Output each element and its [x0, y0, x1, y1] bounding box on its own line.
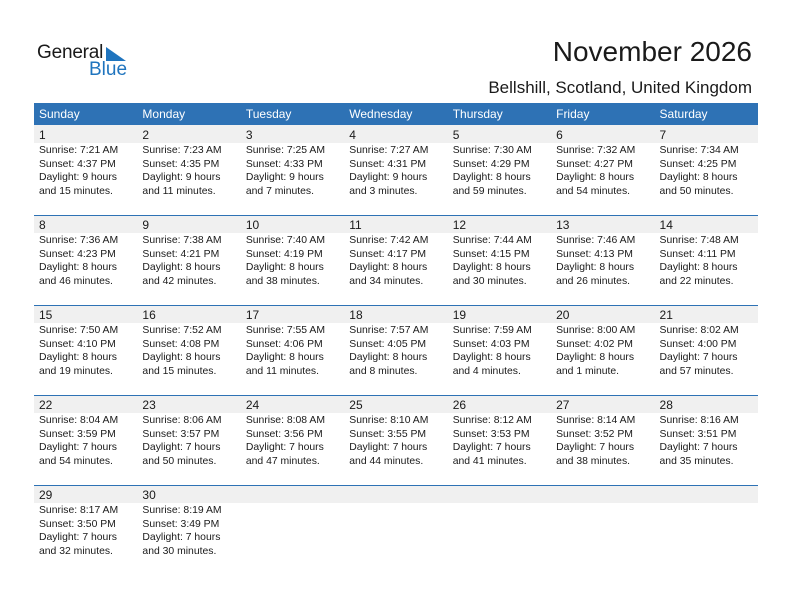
- day-cell: [344, 305, 447, 378]
- sunset-time: Sunset: 3:50 PM: [39, 518, 116, 530]
- day-number: 10: [245, 218, 260, 232]
- sunset-time: Sunset: 4:37 PM: [39, 158, 116, 170]
- day-cell: [344, 485, 447, 558]
- daylight-hours: Daylight: 7 hours: [556, 442, 635, 453]
- day-number: 4: [349, 128, 356, 142]
- daylight-minutes: and 35 minutes.: [659, 455, 734, 467]
- daylight-minutes: and 19 minutes.: [39, 365, 113, 377]
- day-cell: [137, 395, 240, 468]
- day-number: 13: [556, 218, 570, 232]
- day-cell: [448, 305, 551, 378]
- day-cell: [448, 125, 551, 198]
- daylight-minutes: and 8 minutes.: [349, 365, 418, 377]
- daylight-minutes: and 30 minutes.: [142, 545, 217, 557]
- day-number: [246, 485, 344, 504]
- weekday-friday: Friday: [556, 107, 590, 121]
- sunset-time: Sunset: 4:21 PM: [142, 248, 220, 260]
- day-number: 25: [349, 398, 363, 412]
- daylight-minutes: and 22 minutes.: [659, 275, 734, 287]
- logo-text-general: General: [37, 42, 104, 63]
- week-row: [34, 125, 758, 215]
- day-number: [556, 485, 654, 504]
- logo-text-blue: Blue: [89, 59, 128, 80]
- sunrise-time: Sunrise: 7:40 AM: [245, 235, 325, 246]
- week-days: [34, 395, 758, 468]
- daylight-minutes: and 26 minutes.: [556, 275, 631, 287]
- day-cell: [241, 305, 344, 378]
- day-cell: [34, 215, 137, 288]
- sunrise-time: Sunrise: 7:42 AM: [349, 235, 429, 246]
- sunrise-time: Sunrise: 8:19 AM: [142, 505, 222, 516]
- daylight-minutes: and 54 minutes.: [39, 455, 113, 467]
- sunrise-time: Sunrise: 8:17 AM: [39, 505, 119, 516]
- daylight-hours: Daylight: 9 hours: [245, 172, 324, 183]
- sunrise-time: Sunrise: 8:12 AM: [452, 415, 532, 426]
- daylight-hours: Daylight: 8 hours: [659, 172, 738, 183]
- day-number: 28: [659, 398, 673, 412]
- sunrise-time: Sunrise: 8:02 AM: [659, 325, 739, 336]
- daylight-hours: Daylight: 7 hours: [245, 442, 324, 453]
- day-cell: [551, 395, 654, 468]
- day-number: 21: [659, 308, 673, 322]
- week-days: [34, 215, 758, 288]
- day-cell: [448, 215, 551, 288]
- day-cell: [551, 125, 654, 198]
- day-number: 8: [39, 218, 46, 232]
- daylight-minutes: and 59 minutes.: [452, 185, 527, 197]
- weekday-monday: Monday: [142, 107, 186, 121]
- sunrise-time: Sunrise: 7:27 AM: [349, 145, 429, 156]
- daylight-hours: Daylight: 8 hours: [556, 352, 635, 363]
- daylight-hours: Daylight: 8 hours: [452, 262, 531, 273]
- weekday-header: [34, 103, 758, 125]
- sunset-time: Sunset: 4:00 PM: [659, 338, 737, 350]
- daylight-minutes: and 4 minutes.: [452, 365, 521, 377]
- day-cell: [34, 485, 137, 558]
- daylight-hours: Daylight: 8 hours: [39, 262, 117, 273]
- day-cell: [137, 485, 240, 558]
- sunset-time: Sunset: 3:52 PM: [556, 428, 633, 440]
- sunrise-time: Sunrise: 8:16 AM: [659, 415, 739, 426]
- daylight-hours: Daylight: 8 hours: [142, 352, 221, 363]
- week-days: [34, 305, 758, 378]
- day-number: 9: [142, 218, 150, 232]
- day-cell: [241, 125, 344, 198]
- daylight-hours: Daylight: 8 hours: [142, 262, 221, 273]
- sunset-time: Sunset: 4:08 PM: [142, 338, 220, 350]
- sunset-time: Sunset: 4:23 PM: [39, 248, 116, 260]
- sunrise-time: Sunrise: 7:50 AM: [39, 325, 119, 336]
- daylight-minutes: and 32 minutes.: [39, 545, 113, 557]
- sunrise-time: Sunrise: 8:04 AM: [39, 415, 119, 426]
- sunset-time: Sunset: 4:06 PM: [245, 338, 323, 350]
- day-number: 1: [39, 128, 46, 142]
- daylight-minutes: and 54 minutes.: [556, 185, 631, 197]
- day-cell: [34, 125, 137, 198]
- sunrise-time: Sunrise: 7:44 AM: [452, 235, 532, 246]
- week-row: [34, 485, 758, 575]
- sunset-time: Sunset: 4:35 PM: [142, 158, 220, 170]
- day-cell: [344, 215, 447, 288]
- sunset-time: Sunset: 3:51 PM: [659, 428, 737, 440]
- sunset-time: Sunset: 4:10 PM: [39, 338, 116, 350]
- daylight-hours: Daylight: 7 hours: [659, 442, 738, 453]
- day-number: 30: [142, 488, 156, 502]
- sunset-time: Sunset: 4:11 PM: [659, 248, 736, 260]
- sunrise-time: Sunrise: 8:06 AM: [142, 415, 222, 426]
- day-cell: [34, 395, 137, 468]
- daylight-hours: Daylight: 8 hours: [349, 352, 428, 363]
- day-number: 24: [245, 398, 260, 412]
- sunset-time: Sunset: 4:15 PM: [452, 248, 530, 260]
- daylight-minutes: and 57 minutes.: [659, 365, 734, 377]
- sunrise-time: Sunrise: 7:23 AM: [142, 145, 222, 156]
- day-number: 5: [452, 128, 460, 142]
- daylight-hours: Daylight: 8 hours: [245, 352, 324, 363]
- day-number: 27: [556, 398, 570, 412]
- day-number: 18: [349, 308, 363, 322]
- sunset-time: Sunset: 4:25 PM: [659, 158, 737, 170]
- day-cell: [551, 305, 654, 378]
- week-days: [34, 485, 758, 558]
- daylight-minutes: and 50 minutes.: [142, 455, 217, 467]
- daylight-minutes: and 50 minutes.: [659, 185, 734, 197]
- daylight-minutes: and 47 minutes.: [245, 455, 320, 467]
- sunrise-time: Sunrise: 7:57 AM: [349, 325, 429, 336]
- day-cell: [241, 215, 344, 288]
- sunrise-time: Sunrise: 7:38 AM: [142, 235, 222, 246]
- day-number: [660, 485, 758, 504]
- daylight-minutes: and 1 minute.: [556, 365, 620, 377]
- daylight-hours: Daylight: 8 hours: [659, 262, 738, 273]
- day-number: 29: [39, 488, 53, 502]
- weekday-thursday: Thursday: [452, 107, 503, 121]
- sunset-time: Sunset: 3:53 PM: [452, 428, 530, 440]
- weeks-container: [34, 125, 758, 575]
- daylight-hours: Daylight: 8 hours: [452, 352, 531, 363]
- daylight-minutes: and 41 minutes.: [452, 455, 527, 467]
- day-number: 2: [142, 128, 150, 142]
- day-cell: [551, 215, 654, 288]
- sunrise-time: Sunrise: 7:36 AM: [39, 235, 119, 246]
- weekday-tuesday: Tuesday: [245, 107, 292, 121]
- day-cell: [137, 215, 240, 288]
- day-number: 6: [556, 128, 563, 142]
- day-number: 14: [659, 218, 673, 232]
- day-cell: [137, 125, 240, 198]
- day-cell: [655, 395, 758, 468]
- sunrise-time: Sunrise: 7:25 AM: [245, 145, 325, 156]
- day-number: 20: [556, 308, 570, 322]
- week-row: [34, 395, 758, 485]
- day-number: 16: [142, 308, 156, 322]
- sunset-time: Sunset: 4:33 PM: [245, 158, 323, 170]
- day-cell: [137, 305, 240, 378]
- daylight-hours: Daylight: 8 hours: [349, 262, 428, 273]
- daylight-minutes: and 15 minutes.: [142, 365, 217, 377]
- daylight-hours: Daylight: 8 hours: [452, 172, 531, 183]
- sunset-time: Sunset: 4:03 PM: [452, 338, 530, 350]
- day-number: 17: [245, 308, 260, 322]
- day-number: 12: [452, 218, 467, 232]
- day-number: 7: [659, 128, 667, 142]
- daylight-hours: Daylight: 7 hours: [39, 532, 117, 543]
- sunrise-time: Sunrise: 7:52 AM: [142, 325, 222, 336]
- daylight-hours: Daylight: 7 hours: [452, 442, 531, 453]
- generalblue-logo: [37, 42, 137, 82]
- daylight-hours: Daylight: 7 hours: [142, 532, 221, 543]
- daylight-minutes: and 38 minutes.: [245, 275, 320, 287]
- daylight-minutes: and 44 minutes.: [349, 455, 424, 467]
- daylight-minutes: and 42 minutes.: [142, 275, 217, 287]
- sunset-time: Sunset: 4:05 PM: [349, 338, 427, 350]
- day-cell: [655, 125, 758, 198]
- page-title: November 2026: [552, 36, 752, 67]
- sunset-time: Sunset: 3:56 PM: [245, 428, 323, 440]
- sunset-time: Sunset: 4:17 PM: [349, 248, 427, 260]
- day-cell: [34, 305, 137, 378]
- sunrise-time: Sunrise: 8:14 AM: [556, 415, 636, 426]
- daylight-hours: Daylight: 7 hours: [142, 442, 221, 453]
- weekday-sunday: Sunday: [39, 107, 80, 121]
- sunrise-time: Sunrise: 7:46 AM: [556, 235, 636, 246]
- daylight-hours: Daylight: 7 hours: [659, 352, 738, 363]
- weekday-wednesday: Wednesday: [349, 107, 413, 121]
- daylight-hours: Daylight: 9 hours: [349, 172, 428, 183]
- daylight-minutes: and 34 minutes.: [349, 275, 424, 287]
- sunset-time: Sunset: 4:19 PM: [245, 248, 323, 260]
- sunset-time: Sunset: 3:55 PM: [349, 428, 427, 440]
- sunrise-time: Sunrise: 7:32 AM: [556, 145, 636, 156]
- day-cell: [448, 395, 551, 468]
- daylight-minutes: and 15 minutes.: [39, 185, 113, 197]
- daylight-hours: Daylight: 8 hours: [39, 352, 117, 363]
- sunrise-time: Sunrise: 8:08 AM: [245, 415, 325, 426]
- sunrise-time: Sunrise: 7:30 AM: [452, 145, 532, 156]
- location-subtitle: Bellshill, Scotland, United Kingdom: [488, 78, 752, 97]
- week-days: [34, 125, 758, 198]
- daylight-minutes: and 46 minutes.: [39, 275, 113, 287]
- sunset-time: Sunset: 4:02 PM: [556, 338, 633, 350]
- day-cell: [344, 125, 447, 198]
- sunrise-time: Sunrise: 7:21 AM: [39, 145, 119, 156]
- day-number: 15: [39, 308, 53, 322]
- day-cell: [241, 485, 344, 558]
- daylight-minutes: and 38 minutes.: [556, 455, 631, 467]
- day-number: 3: [245, 128, 253, 142]
- day-number: 19: [452, 308, 467, 322]
- daylight-hours: Daylight: 9 hours: [39, 172, 117, 183]
- day-number: 22: [39, 398, 53, 412]
- day-number: 26: [452, 398, 467, 412]
- daylight-hours: Daylight: 9 hours: [142, 172, 221, 183]
- sunset-time: Sunset: 4:27 PM: [556, 158, 633, 170]
- sunrise-time: Sunrise: 7:34 AM: [659, 145, 739, 156]
- day-number: [453, 485, 551, 504]
- daylight-minutes: and 7 minutes.: [245, 185, 315, 197]
- sunrise-time: Sunrise: 8:00 AM: [556, 325, 636, 336]
- sunset-time: Sunset: 4:29 PM: [452, 158, 530, 170]
- day-cell: [655, 305, 758, 378]
- daylight-hours: Daylight: 7 hours: [39, 442, 117, 453]
- daylight-minutes: and 11 minutes.: [245, 365, 320, 377]
- sunset-time: Sunset: 4:13 PM: [556, 248, 633, 260]
- weekday-saturday: Saturday: [659, 107, 708, 121]
- week-row: [34, 305, 758, 395]
- daylight-minutes: and 3 minutes.: [349, 185, 418, 197]
- daylight-minutes: and 11 minutes.: [142, 185, 216, 197]
- sunrise-time: Sunrise: 7:55 AM: [245, 325, 325, 336]
- sunset-time: Sunset: 3:59 PM: [39, 428, 116, 440]
- daylight-hours: Daylight: 8 hours: [556, 172, 635, 183]
- day-cell: [344, 395, 447, 468]
- sunrise-time: Sunrise: 7:48 AM: [659, 235, 739, 246]
- day-cell: [448, 485, 551, 558]
- day-cell: [655, 485, 758, 558]
- week-row: [34, 215, 758, 305]
- day-cell: [241, 395, 344, 468]
- day-cell: [655, 215, 758, 288]
- sunrise-time: Sunrise: 8:10 AM: [349, 415, 429, 426]
- sunrise-time: Sunrise: 7:59 AM: [452, 325, 532, 336]
- day-number: 11: [349, 218, 362, 232]
- sunset-time: Sunset: 3:49 PM: [142, 518, 220, 530]
- calendar-grid: [34, 103, 758, 575]
- daylight-hours: Daylight: 8 hours: [556, 262, 635, 273]
- day-number: 23: [142, 398, 156, 412]
- daylight-hours: Daylight: 7 hours: [349, 442, 428, 453]
- sunset-time: Sunset: 3:57 PM: [142, 428, 220, 440]
- sunset-time: Sunset: 4:31 PM: [349, 158, 427, 170]
- daylight-hours: Daylight: 8 hours: [245, 262, 324, 273]
- day-cell: [551, 485, 654, 558]
- day-number: [349, 485, 447, 504]
- daylight-minutes: and 30 minutes.: [452, 275, 527, 287]
